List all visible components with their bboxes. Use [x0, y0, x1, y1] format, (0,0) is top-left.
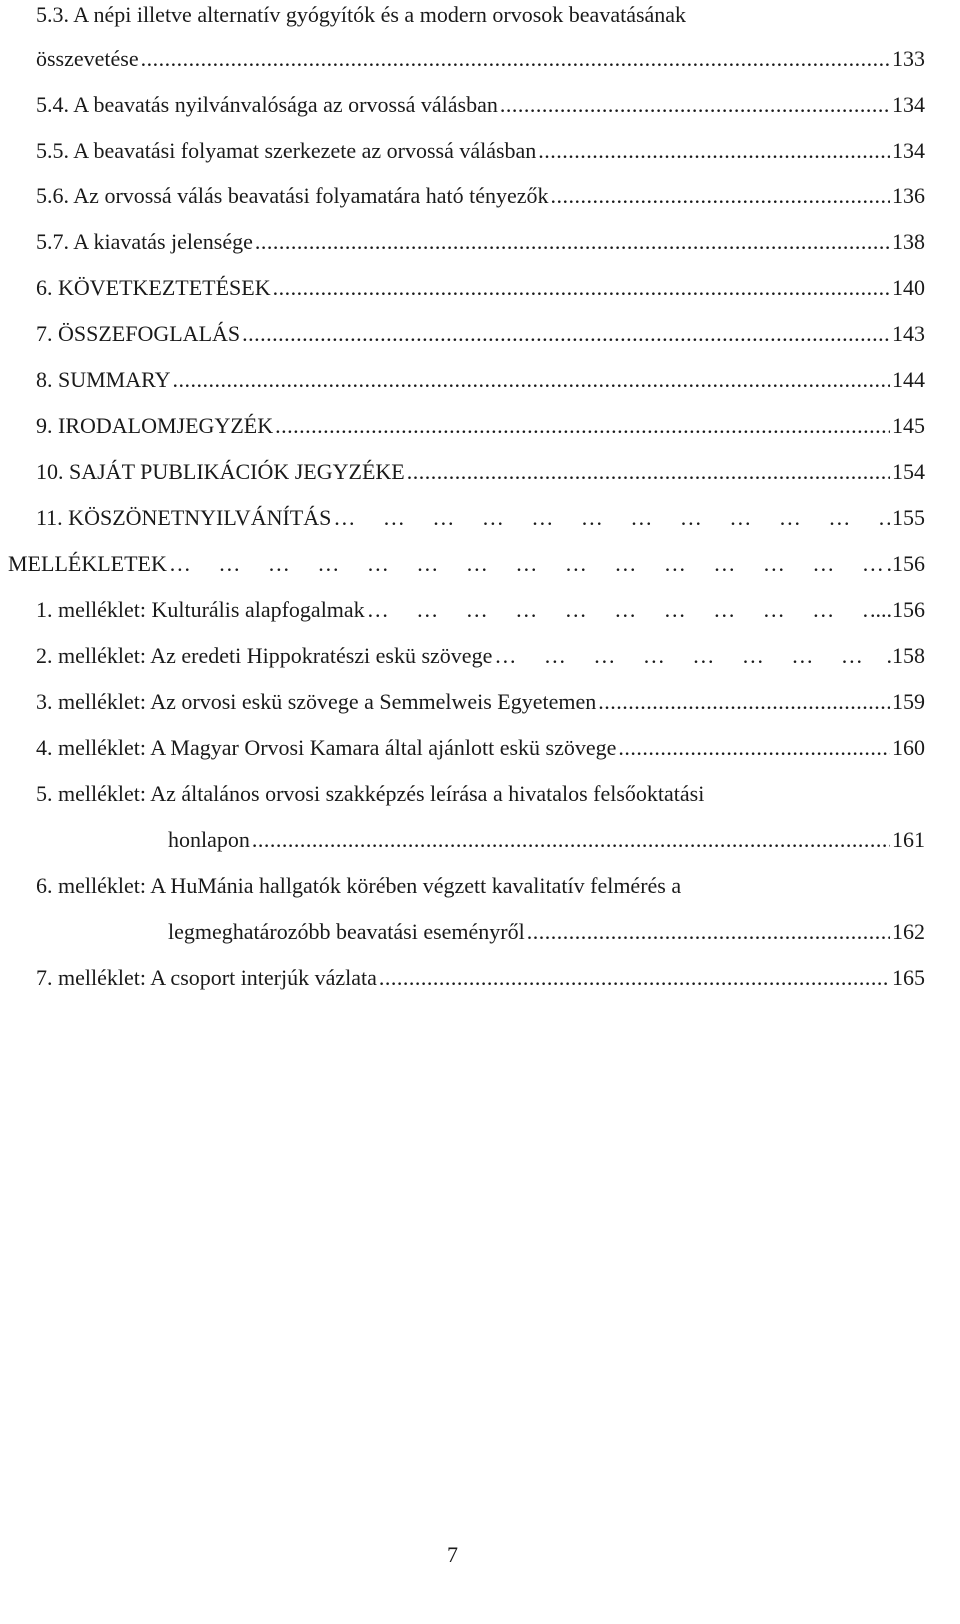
toc-entry-page: 145 [892, 413, 925, 438]
toc-entry-melleklet-5-cont[interactable] [168, 827, 925, 853]
toc-leader-dots [252, 827, 890, 853]
toc-entry-5-6[interactable] [36, 183, 925, 209]
toc-leader-dots [618, 735, 890, 761]
toc-entry-title: 8. SUMMARY [36, 367, 171, 392]
toc-entry-page: 136 [892, 183, 925, 208]
toc-entry-title: 1. melléklet: Kulturális alapfogalmak [36, 597, 365, 622]
toc-entry-title: 9. IRODALOMJEGYZÉK [36, 413, 274, 438]
toc-leader-dots [242, 321, 890, 347]
toc-entry-title: 3. melléklet: Az orvosi eskü szövege a Semmelweis Egyetemen [36, 689, 597, 714]
toc-entry-5-3: 5.3. A népi illetve alternatív gyógyítók és a modern orvosok beavatásának [36, 2, 687, 27]
toc-entry-7[interactable] [36, 321, 925, 347]
toc-entry-5-4[interactable] [36, 92, 925, 118]
toc-entry-5-7[interactable] [36, 229, 925, 255]
toc-entry-10[interactable] [36, 459, 925, 485]
toc-entry-11[interactable] [36, 505, 925, 531]
toc-entry-page: 143 [892, 321, 925, 346]
toc-leader-dots [527, 919, 890, 945]
toc-entry-page: 154 [892, 459, 925, 484]
toc-entry-page: 162 [892, 919, 925, 944]
toc-entry-title: 5.4. A beavatás nyilvánvalósága az orvossá válásban [36, 92, 498, 117]
toc-entry-melleklet-1[interactable] [36, 597, 925, 623]
toc-entry-melleklet-5: 5. melléklet: Az általános orvosi szakképzés leírása a hivatalos felsőoktatási [36, 781, 705, 806]
toc-entry-page: ...156 [875, 597, 925, 622]
toc-entry-8[interactable] [36, 367, 925, 393]
toc-entry-page: 140 [892, 275, 925, 300]
toc-entry-page: 134 [892, 138, 925, 163]
toc-entry-melleklet-2[interactable] [36, 643, 925, 669]
toc-entry-page: 155 [892, 505, 925, 530]
toc-leader-dots [275, 413, 890, 439]
toc-entry-page: 144 [892, 367, 925, 392]
toc-leader-dots [172, 367, 890, 393]
toc-entry-page: 159 [892, 689, 925, 714]
toc-entry-melleklet-6: 6. melléklet: A HuMánia hallgatók körében végzett kavalitatív felmérés a [36, 873, 682, 898]
toc-leader-dots [273, 275, 890, 301]
toc-leader-dots [367, 597, 874, 623]
toc-leader-dots [598, 689, 890, 715]
toc-entry-title: 5.5. A beavatási folyamat szerkezete az orvossá válásban [36, 138, 537, 163]
toc-entry-mellekletek[interactable] [8, 551, 925, 577]
toc-entry-title: összevetése [36, 46, 139, 71]
toc-entry-page: .156 [886, 551, 925, 576]
toc-leader-dots [500, 92, 890, 118]
toc-entry-title: MELLÉKLETEK [8, 551, 167, 576]
toc-entry-9[interactable] [36, 413, 925, 439]
toc-entry-page: 161 [892, 827, 925, 852]
toc-entry-title: 10. SAJÁT PUBLIKÁCIÓK JEGYZÉKE [36, 459, 405, 484]
toc-entry-melleklet-4[interactable] [36, 735, 925, 761]
toc-entry-title: 7. ÖSSZEFOGLALÁS [36, 321, 241, 346]
toc-leader-dots [407, 459, 890, 485]
toc-entry-melleklet-3[interactable] [36, 689, 925, 715]
toc-leader-dots [333, 505, 890, 531]
toc-entry-page: 165 [892, 965, 925, 990]
toc-entry-title: 5.7. A kiavatás jelensége [36, 229, 253, 254]
toc-entry-5-5[interactable] [36, 138, 925, 164]
toc-entry-melleklet-7[interactable] [36, 965, 925, 991]
toc-entry-title: 11. KÖSZÖNETNYILVÁNÍTÁS [36, 505, 332, 530]
toc-entry-title: 5.6. Az orvossá válás beavatási folyamatára ható tényezők [36, 183, 549, 208]
toc-entry-title: legmeghatározóbb beavatási eseményről [168, 919, 525, 944]
toc-entry-page: 134 [892, 92, 925, 117]
toc-leader-dots [169, 551, 885, 577]
toc-entry-page: 160 [892, 735, 925, 760]
toc-entry-title: 6. KÖVETKEZTETÉSEK [36, 275, 271, 300]
page-number: 7 [447, 1542, 458, 1567]
toc-entry-melleklet-6-cont[interactable] [168, 919, 925, 945]
toc-leader-dots [494, 643, 884, 669]
toc-entry-6[interactable] [36, 275, 925, 301]
toc-entry-title: honlapon [168, 827, 250, 852]
toc-entry-page: 138 [892, 229, 925, 254]
toc-entry-title: 4. melléklet: A Magyar Orvosi Kamara által ajánlott eskü szövege [36, 735, 617, 760]
toc-leader-dots [538, 138, 890, 164]
toc-leader-dots [141, 46, 890, 72]
toc-entry-title: 7. melléklet: A csoport interjúk vázlata [36, 965, 377, 990]
toc-entry-page: 133 [892, 46, 925, 71]
toc-entry-title: 2. melléklet: Az eredeti Hippokratészi eskü szövege [36, 643, 493, 668]
toc-leader-dots [379, 965, 890, 991]
toc-entry-5-3-cont[interactable] [36, 46, 925, 72]
toc-leader-dots [255, 229, 890, 255]
toc-entry-page: .158 [886, 643, 925, 668]
toc-leader-dots [551, 183, 890, 209]
